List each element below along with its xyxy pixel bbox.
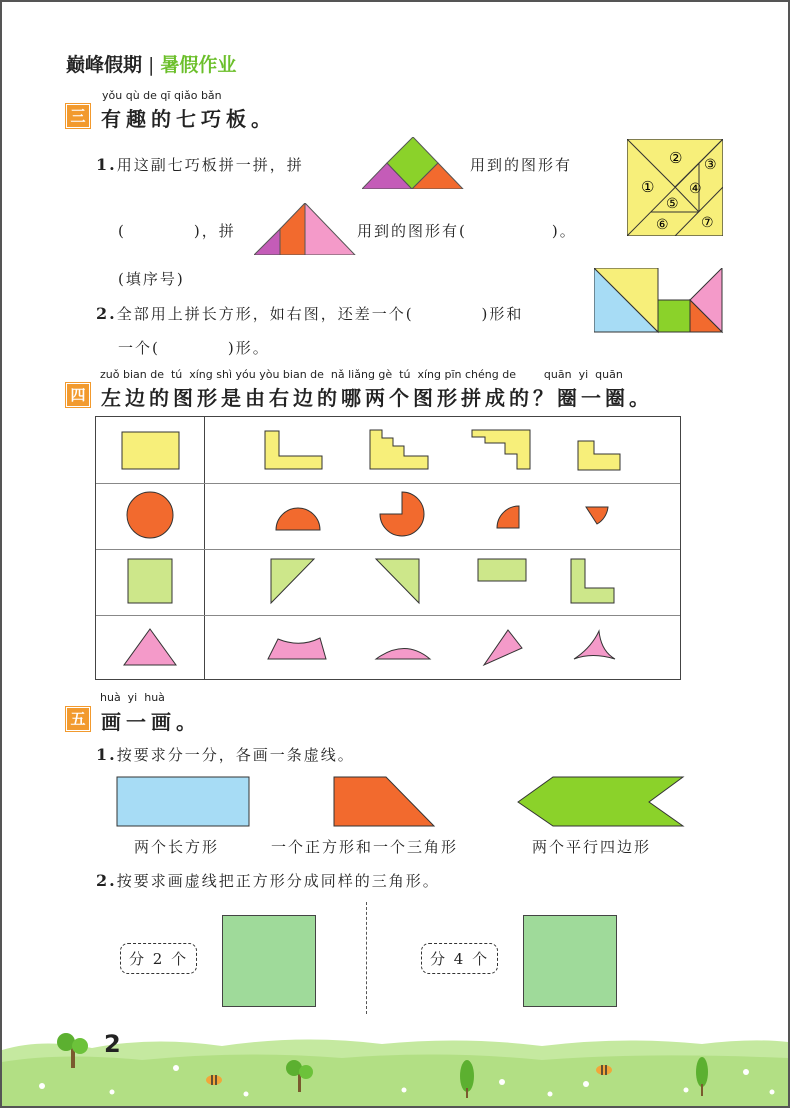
page-header [66,50,236,77]
table-row [122,430,620,470]
table-row [128,559,614,603]
tangram-label-2: ② [669,149,683,167]
figure2-pink-triangle [305,203,355,255]
row2-option-2[interactable] [380,492,424,536]
row4-target-triangle[interactable] [124,629,176,665]
shape-table-figures [95,416,681,680]
row3-option-4[interactable] [571,559,614,603]
blue-rectangle[interactable] [117,777,249,826]
row2-option-4[interactable] [586,507,608,524]
row2-target-circle[interactable] [127,492,173,538]
caption-two-parallelograms: 两个平行四边形 [532,838,652,856]
s5-q2 [96,870,440,891]
caption-two-rectangles: 两个长方形 [134,838,220,856]
s4-badge: 四 [66,383,90,407]
s3-title: 有趣的七巧板。 [101,107,276,131]
book-title: 巅峰假期 [66,54,143,76]
page-number: 2 [104,1030,121,1058]
s3-q1-line1 [96,154,304,175]
row1-target-rectangle[interactable] [122,432,179,469]
row2-option-3[interactable] [497,506,519,528]
orange-trapezoid[interactable] [334,777,434,826]
q1-text-d: 用到的图形有( )。 [357,222,577,240]
s5-badge: 五 [66,707,90,731]
s5-q2-number: 2. [96,871,117,890]
s5-pinyin: huà yi huà [100,691,165,704]
s3-q2-line1 [96,303,523,324]
s4-pinyin: zuǒ bian de tú xíng shì yóu yòu bian de nǎ liǎng gè tú xíng pīn chéng de quān yi quān [100,368,623,381]
s5-title: 画一画。 [101,710,201,734]
s5-q2-text: 按要求画虚线把正方形分成同样的三角形。 [116,872,440,890]
tangram-square [627,139,723,236]
row3-option-3[interactable] [478,559,526,581]
tangram-label-3: ③ [704,157,717,173]
row4-option-2[interactable] [376,649,430,660]
row1-option-2[interactable] [370,430,428,469]
q2-number: 2. [96,304,117,323]
header-separator: | [148,54,155,76]
table-row [127,492,608,538]
q2-text-a: 全部用上拼长方形，如右图，还差一个( )形和 [116,305,524,323]
green-arrow-shape[interactable] [518,777,683,826]
q1-text-c: ( )，拼 [118,222,236,240]
s5-q1 [96,744,355,765]
row1-option-3[interactable] [472,430,530,469]
figure2-purple-triangle [254,229,280,255]
composite-rectangle [594,268,724,334]
table-row [124,629,615,665]
bee-icon [596,1065,612,1075]
figure2-orange-piece [280,203,305,255]
tangram-figure-1 [362,137,464,189]
q1-number: 1. [96,155,117,174]
row4-option-3[interactable] [484,630,522,665]
row3-target-square[interactable] [128,559,172,603]
s3-pinyin: yǒu qù de qī qiǎo bǎn [102,89,222,102]
center-dashed-divider [366,902,367,1014]
s5-q1-number: 1. [96,745,117,764]
tangram-label-6: ⑥ [656,217,669,233]
row3-option-2[interactable] [376,559,419,603]
tangram-figure-2 [254,203,356,255]
row4-option-1[interactable] [268,638,326,659]
header-subtitle: 暑假作业 [160,54,237,76]
bee-icon [206,1075,222,1085]
row1-option-4[interactable] [578,441,620,470]
row3-option-1[interactable] [271,559,314,603]
s4-title: 左边的图形是由右边的哪两个图形拼成的？圈一圈。 [101,386,653,410]
tangram-label-1: ① [641,178,655,196]
row1-option-1[interactable] [265,431,322,469]
row4-option-4[interactable] [574,631,615,659]
q1-text-a: 用这副七巧板拼一拼，拼 [116,156,304,174]
tangram-label-4: ④ [689,181,702,197]
s3-badge: 三 [66,104,90,128]
split-4-tag: 分 4 个 [421,943,498,974]
q2-text-b: 一个( )形。 [118,339,270,357]
row2-option-1[interactable] [276,508,320,530]
tangram-label-5: ⑤ [666,196,679,212]
tangram-label-7: ⑦ [701,215,714,231]
split-2-tag: 分 2 个 [120,943,197,974]
square-split-4[interactable] [523,915,617,1007]
square-split-2[interactable] [222,915,316,1007]
q1-fill-hint: (填序号) [118,270,185,288]
divide-shapes [114,775,686,829]
s5-q1-text: 按要求分一分，各画一条虚线。 [116,746,355,764]
caption-square-triangle: 一个正方形和一个三角形 [271,838,459,856]
q1-text-b: 用到的图形有 [470,156,573,174]
